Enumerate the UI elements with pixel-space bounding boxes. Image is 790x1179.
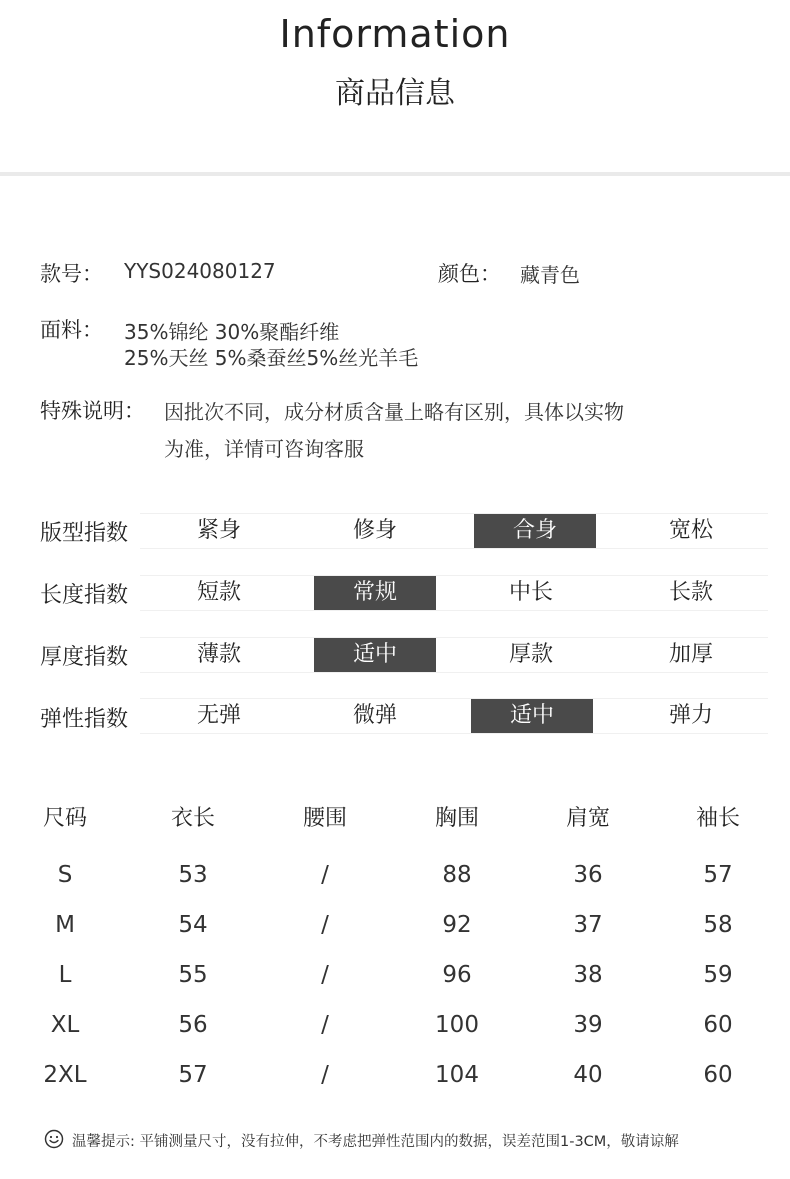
thickness-option-thin: 薄款 (196, 642, 241, 667)
table-cell: S (57, 862, 73, 888)
tip-text: 温馨提示: 平铺测量尺寸，没有拉伸，不考虑把弹性范围内的数据，误差范围1-3CM，敬请谅解 (72, 1134, 679, 1150)
table-cell: 57 (178, 1062, 208, 1088)
table-cell: / (321, 912, 329, 938)
fabric-line-2: 25%天丝 5%桑蚕丝5%丝光羊毛 (124, 346, 419, 370)
fit-option-loose: 宽松 (668, 518, 713, 543)
table-cell: 36 (573, 862, 603, 888)
note-label: 特殊说明： (40, 399, 145, 423)
size-header-length: 衣长 (170, 806, 215, 831)
size-header-shoulder: 肩宽 (565, 806, 610, 831)
thickness-option-medium: 适中 (314, 638, 436, 672)
color-value: 藏青色 (520, 263, 580, 287)
table-cell: 58 (703, 912, 733, 938)
length-option-regular: 常规 (314, 576, 436, 610)
stretch-option-slight: 微弹 (352, 703, 397, 728)
note-line-1: 因批次不同，成分材质含量上略有区别，具体以实物 (164, 400, 624, 424)
thickness-option-extra-thick: 加厚 (668, 642, 713, 667)
length-option-short: 短款 (196, 580, 241, 605)
length-option-long: 长款 (668, 580, 713, 605)
table-cell: / (321, 862, 329, 888)
fit-option-tight: 紧身 (196, 518, 241, 543)
table-cell: 59 (703, 962, 733, 988)
table-cell: 38 (573, 962, 603, 988)
table-cell: / (321, 962, 329, 988)
table-cell: 55 (178, 962, 208, 988)
table-cell: 54 (178, 912, 208, 938)
smile-icon (44, 1129, 64, 1153)
table-cell: L (58, 962, 72, 988)
fit-index-label: 版型指数 (40, 521, 129, 546)
table-cell: 57 (703, 862, 733, 888)
table-cell: 39 (573, 1012, 603, 1038)
thickness-index-label: 厚度指数 (40, 645, 129, 670)
table-cell: 88 (442, 862, 472, 888)
table-cell: 53 (178, 862, 208, 888)
size-header-size: 尺码 (42, 806, 87, 831)
table-cell: 37 (573, 912, 603, 938)
stretch-option-none: 无弹 (196, 703, 241, 728)
stretch-index-label: 弹性指数 (40, 707, 129, 732)
table-cell: / (321, 1062, 329, 1088)
length-index-options (140, 575, 768, 611)
fit-option-slim: 修身 (352, 518, 397, 543)
stretch-option-medium: 适中 (471, 699, 593, 733)
stretch-option-high: 弹力 (668, 703, 713, 728)
header-divider (0, 172, 790, 176)
stretch-index-options (140, 698, 768, 734)
table-cell: M (55, 912, 75, 938)
style-no-value: YYS024080127 (124, 259, 276, 283)
color-label: 颜色： (438, 262, 501, 286)
table-cell: 96 (442, 962, 472, 988)
thickness-option-thick: 厚款 (508, 642, 553, 667)
table-cell: XL (50, 1012, 80, 1038)
style-no-label: 款号： (40, 262, 103, 286)
fit-index-options (140, 513, 768, 549)
table-cell: 60 (703, 1012, 733, 1038)
size-header-waist: 腰围 (302, 806, 347, 831)
length-index-label: 长度指数 (40, 583, 129, 608)
size-header-chest: 胸围 (434, 806, 479, 831)
table-cell: 2XL (43, 1062, 87, 1088)
table-cell: 56 (178, 1012, 208, 1038)
page-title-cn: 商品信息 (335, 76, 455, 111)
size-header-sleeve: 袖长 (695, 806, 740, 831)
table-cell: / (321, 1012, 329, 1038)
thickness-index-options (140, 637, 768, 673)
table-cell: 40 (573, 1062, 603, 1088)
note-line-2: 为准，详情可咨询客服 (164, 437, 364, 461)
table-cell: 92 (442, 912, 472, 938)
length-option-mid: 中长 (508, 580, 553, 605)
fit-option-regular: 合身 (474, 514, 596, 548)
page-title-en: Information (279, 12, 511, 56)
table-cell: 60 (703, 1062, 733, 1088)
table-cell: 100 (435, 1012, 479, 1038)
fabric-line-1: 35%锦纶 30%聚酯纤维 (124, 320, 340, 344)
table-cell: 104 (435, 1062, 479, 1088)
fabric-label: 面料： (40, 318, 103, 342)
